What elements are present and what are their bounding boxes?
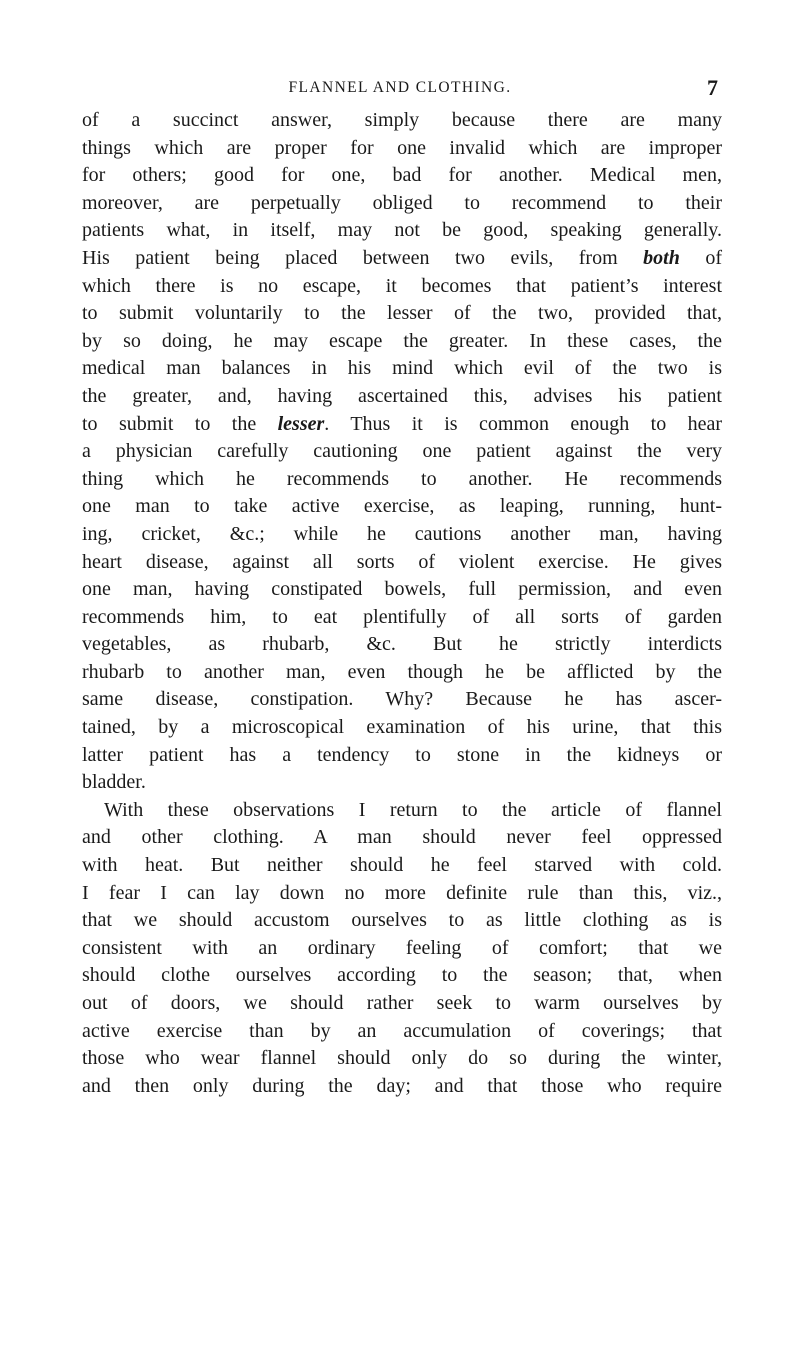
italic-word: lesser <box>277 412 325 435</box>
text-line: I fear I can lay down no more definite rule than this, viz., <box>82 881 722 904</box>
text-line: ing, cricket, &c.; while he cautions another man, having <box>82 522 722 545</box>
text-segment: of <box>679 246 723 269</box>
text-segment: . Thus it is common enough to hear <box>324 412 723 435</box>
text-line: those who wear flannel should only do so during the winter, <box>82 1047 722 1070</box>
text-line <box>82 245 722 273</box>
text-line <box>82 411 722 439</box>
text-line: same disease, constipation. Why? Because he has ascer- <box>82 688 722 711</box>
text-line: recommends him, to eat plentifully of all sorts of garden <box>82 605 722 628</box>
text-line: one man, having constipated bowels, full permission, and even <box>82 578 722 601</box>
text-line: heart disease, against all sorts of violent exercise. He gives <box>82 550 722 573</box>
text-line: and then only during the day; and that those who require <box>82 1074 722 1097</box>
text-line: moreover, are perpetually obliged to recommend to their <box>82 191 722 214</box>
text-line: for others; good for one, bad for another. Medical men, <box>82 164 722 187</box>
text-line: consistent with an ordinary feeling of comfort; that we <box>82 936 722 959</box>
page-number: 7 <box>707 75 718 100</box>
text-line: out of doors, we should rather seek to warm ourselves by <box>82 992 722 1014</box>
text-line: that we should accustom ourselves to as little clothing as is <box>82 909 722 932</box>
text-line: which there is no escape, it becomes that patient’s interest <box>82 274 722 297</box>
text-line: tained, by a microscopical examination of his urine, that this <box>82 716 722 739</box>
text-line: vegetables, as rhubarb, &c. But he strictly interdicts <box>82 633 722 656</box>
running-head-title: FLANNEL AND CLOTHING. <box>288 79 512 96</box>
text-line: bladder. <box>82 771 146 794</box>
text-line: things which are proper for one invalid which are improper <box>82 136 722 159</box>
running-head <box>82 77 718 101</box>
text-line: latter patient has a tendency to stone in the kidneys or <box>82 743 722 766</box>
text-line: with heat. But neither should he feel starved with cold. <box>82 854 722 877</box>
text-line: one man to take active exercise, as leaping, running, hunt- <box>82 495 722 518</box>
text-line: the greater, and, having ascertained this, advises his patient <box>82 384 722 407</box>
text-line: active exercise than by an accumulation of coverings; that <box>82 1019 722 1042</box>
text-line: of a succinct answer, simply because there are many <box>82 109 722 131</box>
text-line: a physician carefully cautioning one patient against the very <box>82 440 722 463</box>
italic-word: both <box>643 246 680 269</box>
text-segment: His patient being placed between two evils, from <box>82 246 618 269</box>
text-line: and other clothing. A man should never feel oppressed <box>82 826 722 849</box>
text-line: by so doing, he may escape the greater. In these cases, the <box>82 329 722 352</box>
text-line: patients what, in itself, may not be good, speaking generally. <box>82 219 722 242</box>
text-line: With these observations I return to the article of flannel <box>104 798 722 821</box>
text-line: to submit voluntarily to the lesser of the two, provided that, <box>82 302 722 325</box>
body-text <box>82 107 722 1100</box>
text-line: medical man balances in his mind which evil of the two is <box>82 357 722 380</box>
text-line: thing which he recommends to another. He recommends <box>82 467 722 490</box>
text-line: should clothe ourselves according to the season; that, when <box>82 964 722 987</box>
text-segment: to submit to the <box>82 412 257 435</box>
text-line: rhubarb to another man, even though he be afflicted by the <box>82 660 722 683</box>
